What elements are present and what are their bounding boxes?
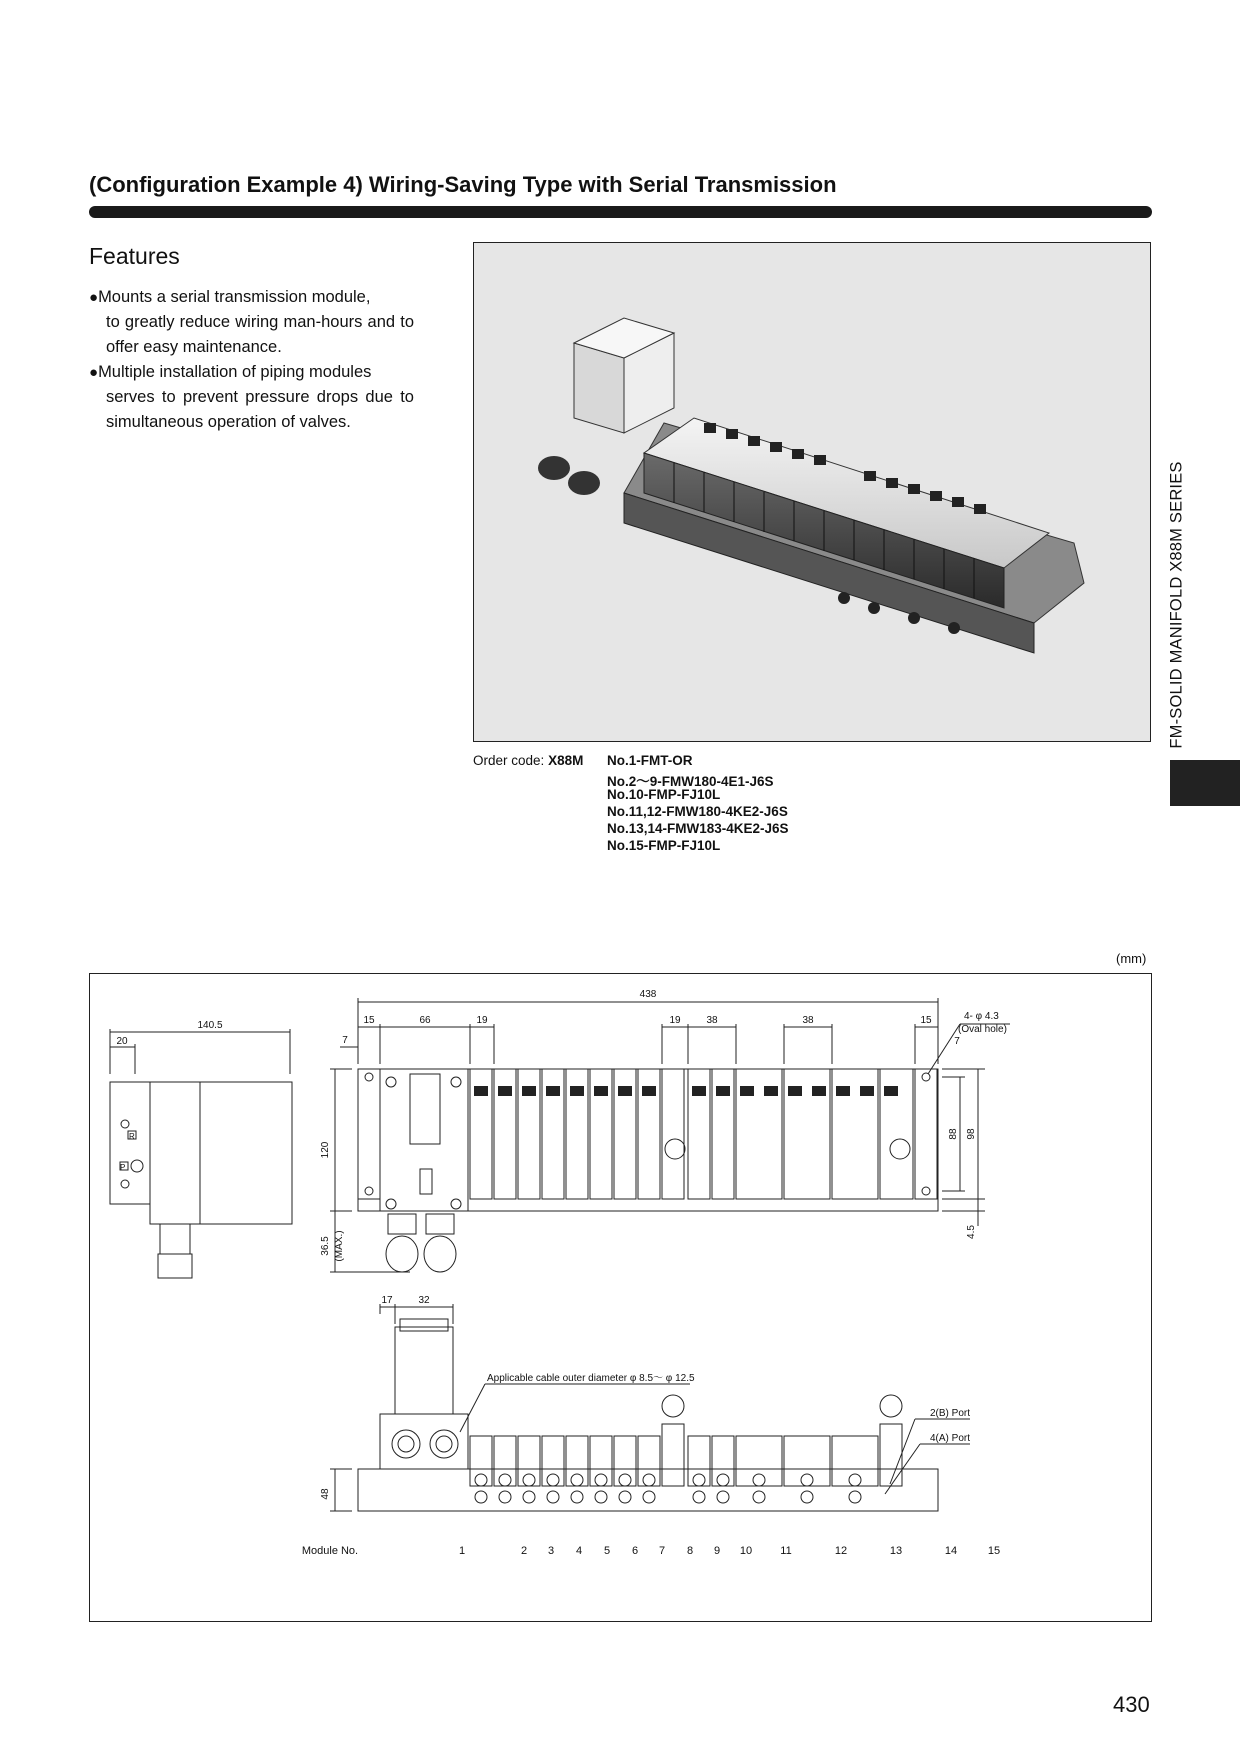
dim-38a: 38 (706, 1015, 718, 1026)
order-line: No.2～9-FMW180-4E1-J6S (607, 774, 774, 789)
dim-32: 32 (418, 1295, 430, 1306)
module-number: 10 (739, 1545, 753, 1557)
section-tab (1170, 760, 1240, 806)
module-number: 8 (686, 1545, 694, 1557)
module-number: 1 (458, 1545, 466, 1557)
series-side-label (1163, 452, 1191, 757)
order-code-model: X88M (548, 753, 584, 768)
dim-17: 17 (381, 1295, 393, 1306)
module-number: 5 (603, 1545, 611, 1557)
dim-15b: 15 (920, 1015, 932, 1026)
dim-140-5: 140.5 (197, 1020, 223, 1031)
bullet-icon: ● (89, 289, 99, 306)
product-photo (473, 242, 1151, 742)
dim-7a: 7 (342, 1035, 348, 1046)
manifold-photo-illustration (474, 243, 1150, 741)
order-line: No.11,12-FMW180-4KE2-J6S (607, 804, 788, 819)
module-number: 12 (834, 1545, 848, 1557)
dim-36-5: 36.5 (320, 1236, 331, 1256)
page-number: 430 (1113, 1692, 1150, 1717)
label-r: R (129, 1132, 135, 1141)
module-number: 2 (520, 1545, 528, 1557)
port-b-label: 2(B) Port (930, 1408, 971, 1419)
feature-rest: to greatly reduce wiring man-hours and to offer easy maintenance. (106, 313, 414, 356)
dim-438: 438 (639, 989, 657, 1000)
feature-rest: serves to prevent pressure drops due to simultaneous operation of valves. (106, 388, 414, 431)
order-line: No.1-FMT-OR (607, 753, 693, 768)
module-number: 4 (575, 1545, 583, 1557)
hole-note: 4- φ 4.3 (964, 1011, 999, 1022)
port-a-label: 4(A) Port (930, 1433, 971, 1444)
hole-note-2: (Oval hole) (958, 1024, 1007, 1035)
module-number: 15 (987, 1545, 1001, 1557)
dim-4-5: 4.5 (966, 1225, 977, 1239)
order-line: No.13,14-FMW183-4KE2-J6S (607, 821, 789, 836)
order-line: No.15-FMP-FJ10L (607, 838, 721, 853)
dim-max: (MAX.) (334, 1230, 345, 1262)
feature-lead: Multiple installation of piping modules (98, 363, 372, 381)
module-number: 3 (547, 1545, 555, 1557)
order-code-label (473, 753, 583, 768)
features-heading: Features (89, 243, 180, 269)
dim-19a: 19 (476, 1015, 488, 1026)
dim-20: 20 (116, 1036, 128, 1047)
module-no-label: Module No. (301, 1545, 359, 1557)
cable-note: Applicable cable outer diameter φ 8.5～ φ 12.5 (487, 1373, 695, 1384)
module-number: 13 (889, 1545, 903, 1557)
dim-38b: 38 (802, 1015, 814, 1026)
feature-item (89, 360, 414, 435)
dim-7b: 7 (954, 1036, 960, 1047)
label-p: P (120, 1163, 126, 1172)
page-title: (Configuration Example 4) Wiring-Saving Type with Serial Transmission (89, 172, 837, 197)
dim-88: 88 (948, 1128, 959, 1140)
dimension-drawing-svg (90, 974, 1151, 1621)
feature-item (89, 285, 414, 360)
module-number: 6 (631, 1545, 639, 1557)
module-number: 11 (780, 1545, 792, 1557)
module-number: 7 (658, 1545, 666, 1557)
unit-label: (mm) (1116, 951, 1147, 966)
order-line: No.10-FMP-FJ10L (607, 787, 721, 802)
order-code-caption: Order code: (473, 753, 545, 768)
module-number: 9 (713, 1545, 721, 1557)
dim-98: 98 (966, 1128, 977, 1140)
dim-19b: 19 (669, 1015, 681, 1026)
feature-lead: Mounts a serial transmission module, (98, 288, 371, 306)
dim-66: 66 (419, 1015, 431, 1026)
dim-15a: 15 (363, 1015, 375, 1026)
series-side-text: FM-SOLID MANIFOLD X88M SERIES (1167, 460, 1186, 749)
dim-120: 120 (320, 1141, 331, 1159)
module-number: 14 (944, 1545, 958, 1557)
bullet-icon: ● (89, 364, 99, 381)
dim-48: 48 (320, 1488, 331, 1500)
title-rule (89, 206, 1152, 218)
dimension-drawing (89, 973, 1152, 1622)
